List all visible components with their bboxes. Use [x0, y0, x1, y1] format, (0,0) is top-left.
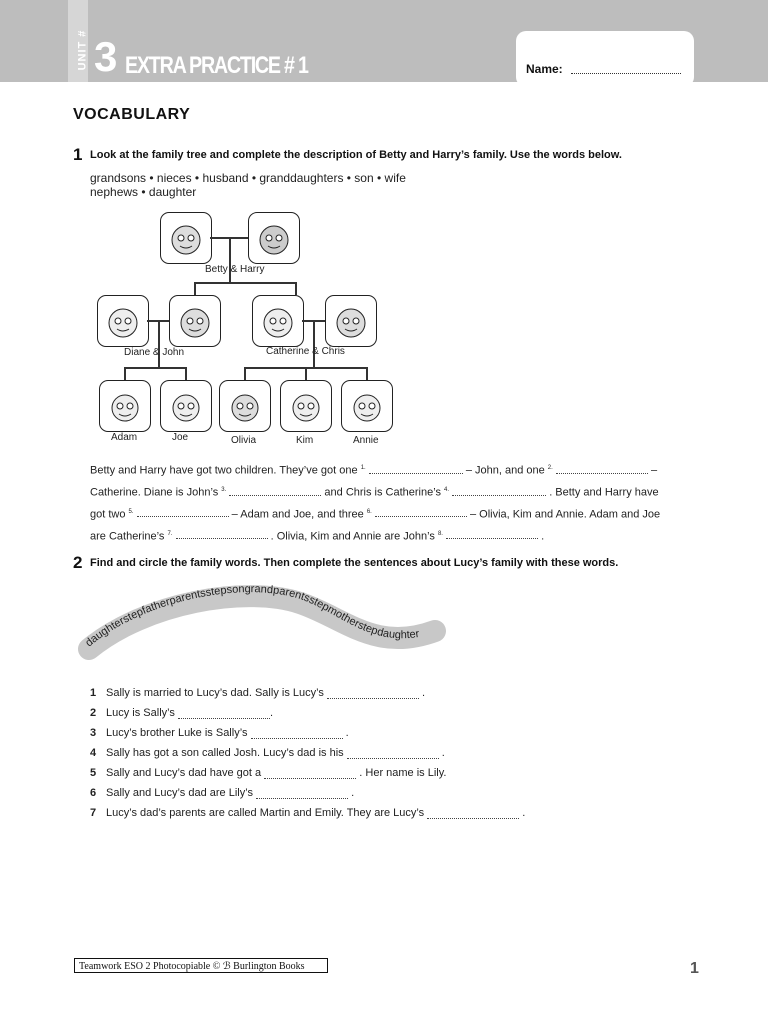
sentence-7: 7 Lucy’s dad’s parents are called Martin and Emily. They are Lucy’s . — [90, 807, 526, 819]
label-catherine-chris: Catherine & Chris — [266, 346, 345, 357]
tree-line — [194, 282, 196, 295]
blank-6[interactable] — [375, 506, 467, 517]
face-john-icon — [169, 295, 221, 347]
exercise-1-instruction: Look at the family tree and complete the description of Betty and Harry’s family. Use the words below. — [90, 149, 622, 161]
blank-4[interactable] — [452, 485, 546, 496]
sentence-blank[interactable] — [251, 728, 343, 739]
word-snake-band — [89, 596, 435, 649]
tree-line — [305, 367, 307, 380]
sentence-1: 1 Sally is married to Lucy’s dad. Sally is Lucy’s . — [90, 687, 426, 699]
label-adam: Adam — [111, 432, 138, 443]
sentence-blank[interactable] — [427, 808, 519, 819]
name-field[interactable] — [571, 73, 681, 74]
tree-line — [158, 320, 160, 367]
sentence-blank[interactable] — [264, 768, 356, 779]
sentence-blank[interactable] — [178, 708, 270, 719]
label-diane-john: Diane & John — [124, 347, 185, 358]
sentence-blank[interactable] — [256, 788, 348, 799]
label-joe: Joe — [172, 432, 189, 443]
label-annie: Annie — [353, 435, 379, 446]
label-olivia: Olivia — [231, 435, 257, 446]
label-kim: Kim — [296, 435, 314, 446]
blank-7[interactable] — [176, 528, 268, 539]
tree-line — [313, 320, 315, 367]
footer-credit: Teamwork ESO 2 Photocopiable © ℬ Burlington Books — [74, 958, 328, 973]
tree-line — [194, 282, 296, 284]
wordbox-line-1: grandsons • nieces • husband • granddaughters • son • wife — [90, 171, 406, 185]
tree-line — [185, 367, 187, 380]
face-chris-icon — [325, 295, 377, 347]
sentence-2: 2 Lucy is Sally’s . — [90, 707, 274, 719]
face-joe-icon — [160, 380, 212, 432]
tree-line — [244, 367, 246, 380]
name-box — [516, 31, 694, 87]
face-catherine-icon — [252, 295, 304, 347]
face-olivia-icon — [219, 380, 271, 432]
word-snake-text: daughterstepfatherparentsstepsongrandparentsstepmotherstepdaughter — [83, 583, 421, 650]
unit-number: 3 — [94, 33, 118, 80]
sentence-blank[interactable] — [347, 748, 439, 759]
sentence-5: 5 Sally and Lucy’s dad have got a . Her name is Lily. — [90, 767, 447, 779]
page-number: 1 — [690, 960, 699, 977]
blank-5[interactable] — [137, 506, 229, 517]
tree-line — [366, 367, 368, 380]
page-title: EXTRA PRACTICE # 1 — [125, 52, 308, 79]
tree-line — [229, 237, 231, 282]
sentence-blank[interactable] — [327, 688, 419, 699]
wordbox-line-2: nephews • daughter — [90, 185, 197, 199]
section-heading: VOCABULARY — [73, 106, 191, 123]
exercise-2-number: 2 — [73, 553, 83, 572]
name-label: Name: — [526, 62, 563, 76]
exercise-1-text: Betty and Harry have got two children. They’ve got one $^{1.}$ – John, and one $^{2.}$ – Catherine. Diane is John’s $^{3.}$ and Chris is Catherine’s $^{4.}$ . Betty and Harry have got two $^{5.}$ – Adam and Joe, and three $^{6.}$ – Olivia, Kim and Annie. Adam and Joe are Catherine’s $^{7.}$ . Olivia, Kim and Annie are John’s $^{8.}$ . — [90, 464, 661, 543]
exercise-2-sentences — [90, 683, 525, 823]
tree-line — [295, 282, 297, 295]
face-betty-icon — [160, 212, 212, 264]
word-snake — [75, 583, 460, 673]
unit-label: UNIT # — [76, 29, 89, 71]
face-kim-icon — [280, 380, 332, 432]
sentence-6: 6 Sally and Lucy’s dad are Lily’s . — [90, 787, 355, 799]
tree-line — [124, 367, 186, 369]
face-diane-icon — [97, 295, 149, 347]
face-annie-icon — [341, 380, 393, 432]
sentence-3: 3 Lucy’s brother Luke is Sally’s . — [90, 727, 349, 739]
face-adam-icon — [99, 380, 151, 432]
label-betty-harry: Betty & Harry — [205, 264, 265, 275]
blank-3[interactable] — [229, 485, 321, 496]
tree-line — [124, 367, 126, 380]
blank-1[interactable] — [369, 463, 463, 474]
blank-2[interactable] — [556, 463, 648, 474]
exercise-2-instruction: Find and circle the family words. Then complete the sentences about Lucy’s family with these words. — [90, 557, 619, 569]
face-harry-icon — [248, 212, 300, 264]
sentence-4: 4 Sally has got a son called Josh. Lucy’s dad is his . — [90, 747, 445, 759]
blank-8[interactable] — [446, 528, 538, 539]
exercise-1-number: 1 — [73, 145, 83, 164]
